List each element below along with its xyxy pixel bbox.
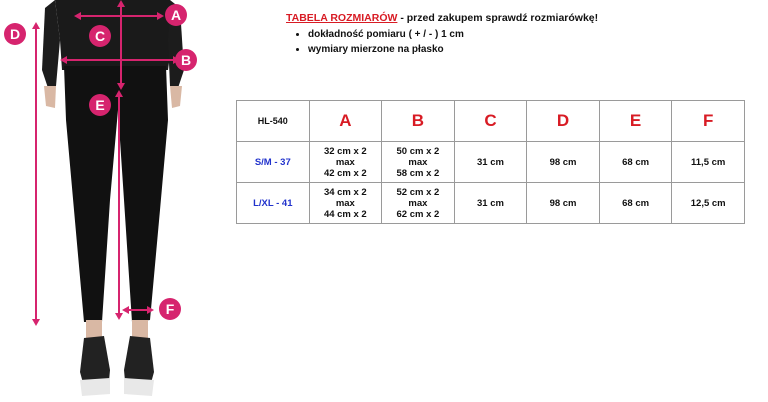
svg-text:B: B bbox=[180, 52, 192, 68]
size-chart-subtitle: - przed zakupem sprawdź rozmiarówkę! bbox=[397, 12, 599, 24]
measurement-notes bbox=[296, 27, 464, 57]
cell-f: 11,5 cm bbox=[672, 142, 745, 183]
note-flat: • wymiary mierzone na płasko bbox=[308, 42, 464, 57]
marker-a bbox=[165, 4, 187, 26]
size-chart-title: TABELA ROZMIARÓW bbox=[286, 12, 398, 24]
column-header-a: A bbox=[309, 101, 382, 142]
cell-b: 50 cm x 2 max 58 cm x 2 bbox=[382, 142, 455, 183]
marker-f bbox=[159, 298, 181, 320]
svg-text:E: E bbox=[95, 97, 105, 113]
table-row bbox=[237, 142, 745, 183]
svg-text:C: C bbox=[94, 28, 106, 44]
column-header-e: E bbox=[599, 101, 672, 142]
size-table bbox=[236, 100, 745, 224]
cell-b: 52 cm x 2 max 62 cm x 2 bbox=[382, 183, 455, 224]
note-accuracy: • dokładność pomiaru ( + / - ) 1 cm bbox=[308, 27, 464, 42]
size-label: S/M - 37 bbox=[237, 142, 310, 183]
size-chart-header bbox=[286, 12, 598, 24]
model-code: HL-540 bbox=[237, 101, 310, 142]
cell-a: 34 cm x 2 max 44 cm x 2 bbox=[309, 183, 382, 224]
size-label: L/XL - 41 bbox=[237, 183, 310, 224]
cell-d: 98 cm bbox=[527, 142, 600, 183]
right-sole bbox=[124, 378, 154, 396]
cell-f: 12,5 cm bbox=[672, 183, 745, 224]
marker-b bbox=[175, 49, 197, 71]
cell-e: 68 cm bbox=[599, 183, 672, 224]
leggings-illustration bbox=[0, 0, 230, 402]
column-header-f: F bbox=[672, 101, 745, 142]
svg-text:D: D bbox=[9, 26, 21, 42]
left-sole bbox=[80, 378, 110, 396]
cell-d: 98 cm bbox=[527, 183, 600, 224]
svg-text:A: A bbox=[170, 7, 182, 23]
svg-text:F: F bbox=[165, 301, 175, 317]
table-row bbox=[237, 183, 745, 224]
marker-c bbox=[89, 25, 111, 47]
column-header-d: D bbox=[527, 101, 600, 142]
column-header-c: C bbox=[454, 101, 527, 142]
cell-c: 31 cm bbox=[454, 183, 527, 224]
left-hand bbox=[44, 86, 56, 108]
cell-a: 32 cm x 2 max 42 cm x 2 bbox=[309, 142, 382, 183]
cell-c: 31 cm bbox=[454, 142, 527, 183]
right-hand bbox=[170, 86, 182, 108]
leggings-shape bbox=[64, 66, 168, 322]
marker-e bbox=[89, 94, 111, 116]
column-header-b: B bbox=[382, 101, 455, 142]
table-header-row bbox=[237, 101, 745, 142]
cell-e: 68 cm bbox=[599, 142, 672, 183]
marker-d bbox=[4, 23, 26, 45]
